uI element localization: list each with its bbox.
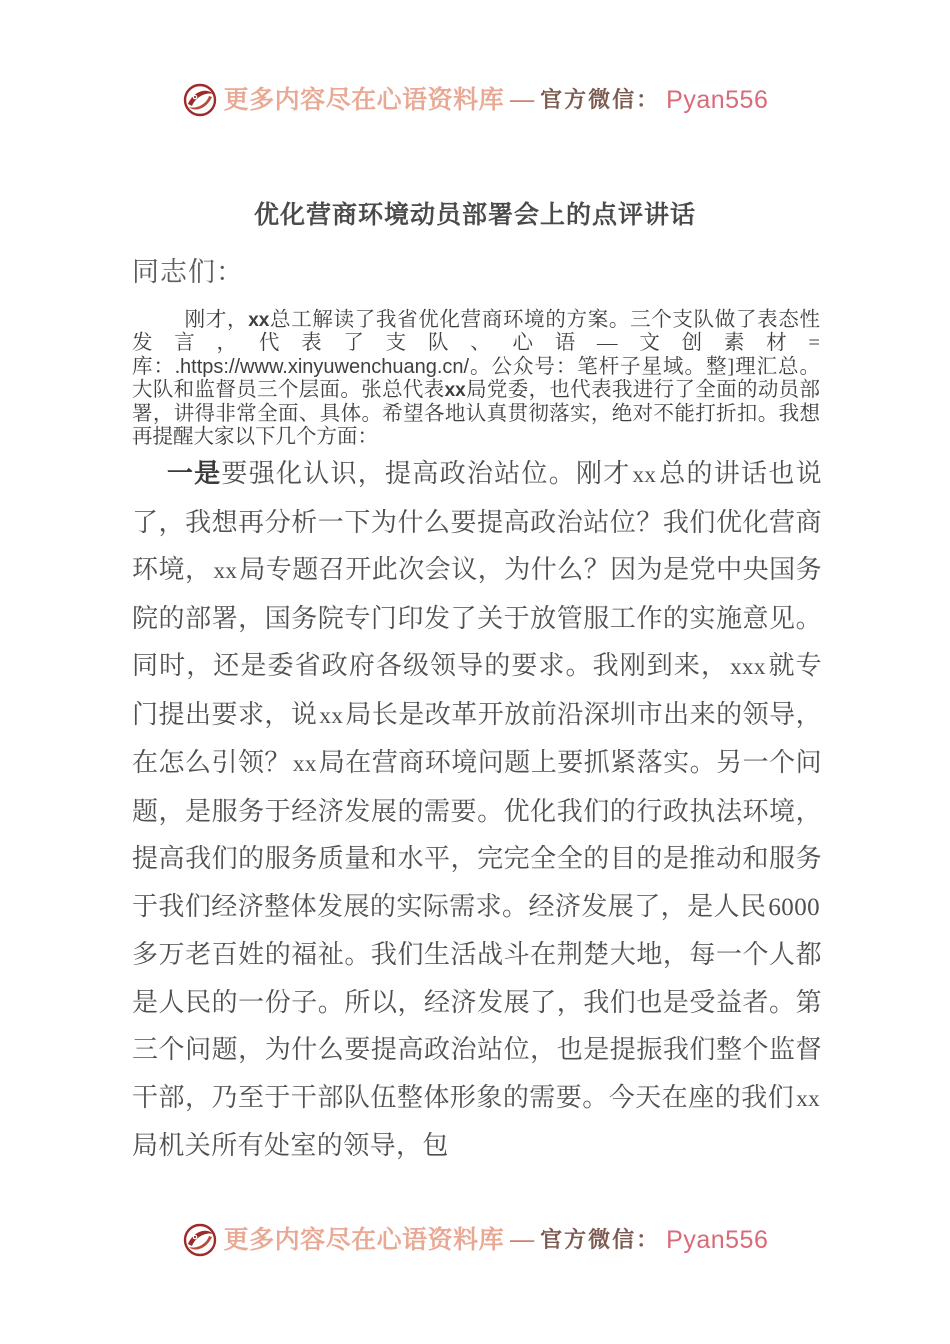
watermark-sub-text: 官方微信： (540, 1227, 661, 1252)
intro-url: https://www.xinyuwenchuang.cn/ (180, 355, 470, 378)
salutation: 同志们： (132, 257, 244, 287)
intro-seg-5: 。公众号：笔杆子星域。整]理汇总。大队和监督员三个层面。张总代表 (132, 355, 821, 401)
section-one-lead: 一是 (166, 459, 222, 488)
intro-seg-3: 总工解读了我省优化营商环境的方案。三个支队做了表态性发言，代表了支队、心语—文创素材=库：. (132, 308, 821, 378)
section-one-xx-3: xx (319, 702, 344, 728)
section-one-text-b: 总的讲话也说了，我想再分析一下为什么要提高政治站位？我们优化营商环境， (132, 459, 822, 584)
intro-paragraph (132, 309, 820, 450)
watermark-account-id: Pyan556 (666, 1225, 769, 1254)
document-title: 优化营商环境动员部署会上的点评讲话 (253, 200, 696, 229)
watermark-account-id: Pyan556 (666, 85, 769, 114)
section-one-text-a: 要强化认识，提高政治站位。刚才 (221, 459, 631, 488)
section-one-text-h: 局机关所有处室的领导，包 (132, 1131, 449, 1160)
intro-xx-2: xx (444, 380, 466, 401)
section-one-text-d: 就专门提出要求，说 (132, 651, 822, 729)
section-one-text-g: 多万老百姓的福祉。我们生活战斗在荆楚大地，每一个人都是人民的一份子。所以，经济发展了，我们也是受益者。第三个问题，为什么要提高政治站位，也是提振我们整个监督干部，乃至于干部队伍整体形象的需要。今天在座的我们 (132, 940, 822, 1112)
section-one-xx-1: xx (632, 462, 657, 487)
watermark-main-text: 更多内容尽在心语资料库 (223, 1226, 505, 1254)
footer-watermark-banner (0, 1222, 950, 1258)
watermark-dash: — (510, 87, 535, 113)
section-one-xxx-1: xxx (730, 654, 766, 679)
section-one-xx-5: xx (796, 1085, 820, 1111)
section-one-xx-4: xx (292, 751, 317, 776)
section-one-xx-2: xx (213, 558, 238, 583)
section-one-paragraph (132, 450, 822, 1170)
intro-seg-7: 局党委，也代表我进行了全面的动员部署，讲得非常全面、具体。希望各地认真贯彻落实，绝对不能打折扣。我想再提醒大家以下几个方面： (132, 379, 821, 448)
swirl-emblem-icon (182, 1222, 218, 1258)
watermark-sub-text: 官方微信： (540, 87, 661, 112)
watermark-dash: — (510, 1227, 535, 1253)
section-one-text-f: 局在营商环境问题上要抓紧落实。另一个问题，是服务于经济发展的需要。优化我们的行政执法环境，提高我们的服务质量和水平，完完全全的目的是推动和服务于我们经济整体发展的实际需求。经济发展了，是人民 (132, 748, 822, 921)
swirl-emblem-icon (182, 82, 218, 118)
section-one-text-e: 局长是改革开放前沿深圳市出来的领导，在怎么引领？ (132, 699, 822, 777)
section-one-text-c: 局专题召开此次会议，为什么？因为是党中央国务院的部署，国务院专门印发了关于放管服工作的实施意见。同时，还是委省政府各级领导的要求。我刚到来， (132, 555, 822, 680)
header-watermark-banner (0, 82, 950, 118)
intro-seg-1: 刚才， (184, 308, 249, 331)
intro-xx-1: xx (248, 309, 270, 331)
section-one-number: 6000 (768, 893, 820, 921)
watermark-main-text: 更多内容尽在心语资料库 (223, 86, 505, 114)
